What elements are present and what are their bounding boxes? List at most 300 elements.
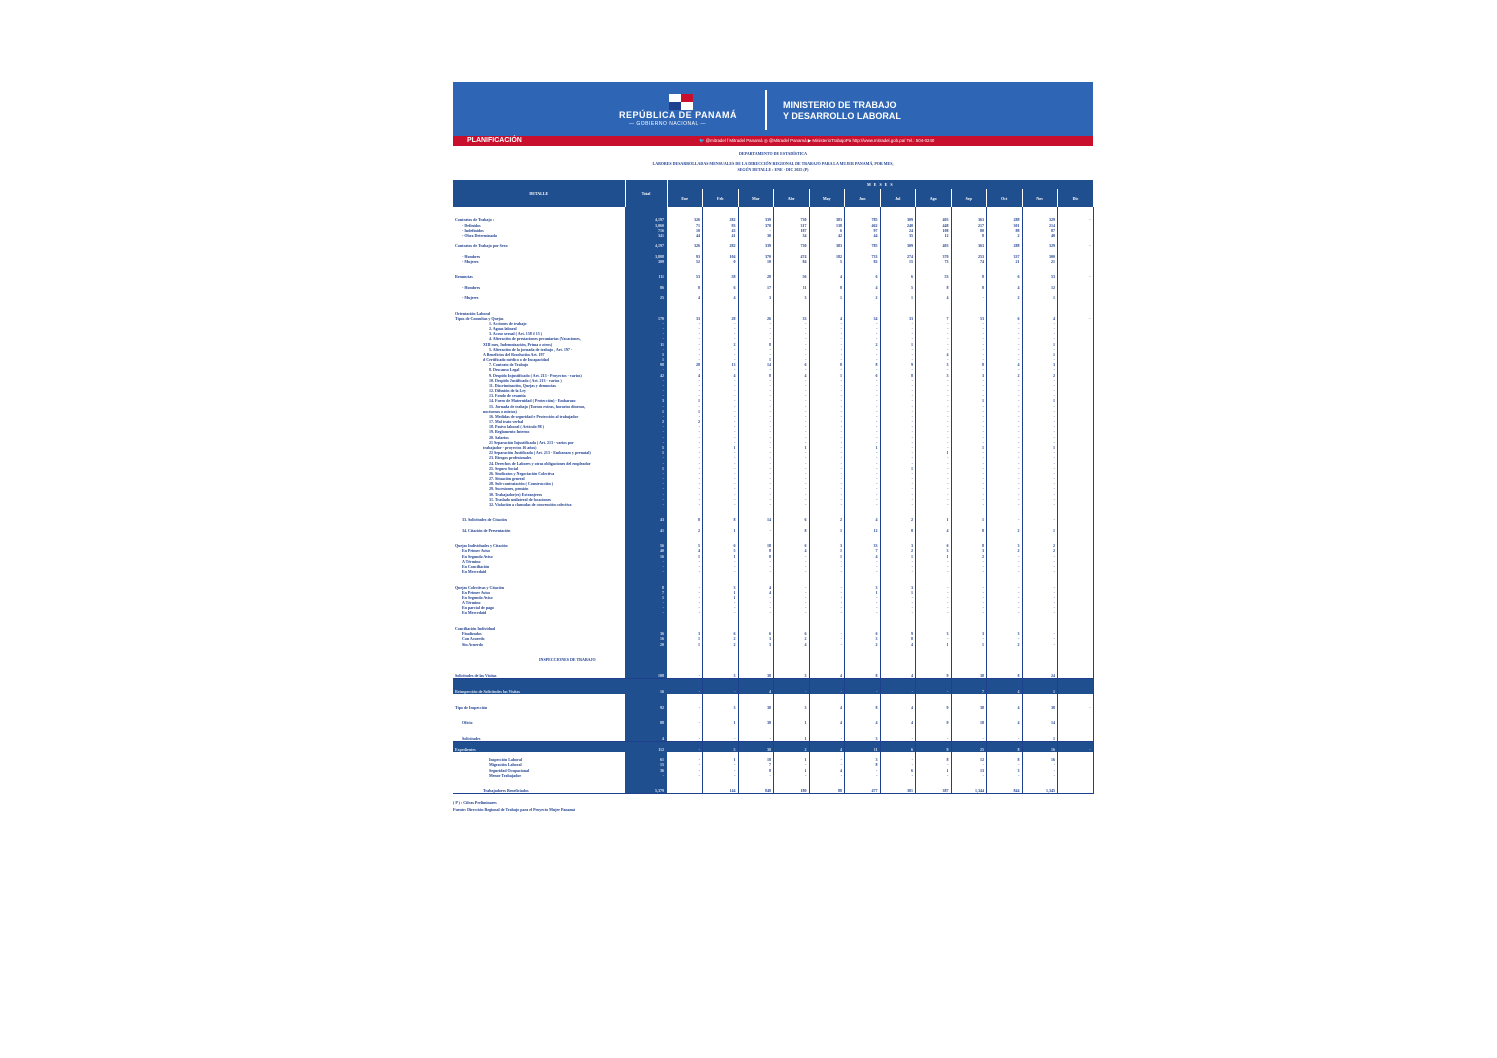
- month-cell: -: [774, 610, 810, 615]
- month-cell: -: [845, 357, 881, 362]
- month-cell: -: [667, 388, 703, 393]
- row-label: 17. Mal trato verbal: [489, 419, 524, 425]
- month-cell: -: [809, 564, 845, 569]
- row-total: 4: [625, 736, 667, 742]
- month-cell: -: [809, 762, 845, 767]
- month-cell: 462: [845, 223, 881, 228]
- month-cell: 4: [809, 274, 845, 279]
- month-cell: -: [738, 476, 774, 481]
- row-total: 3,060: [625, 223, 667, 228]
- month-cell: -: [667, 705, 703, 710]
- month-cell: 52: [667, 259, 703, 264]
- row-total: -: [625, 481, 667, 486]
- month-cell: -: [1022, 486, 1058, 491]
- month-cell: -: [845, 352, 881, 357]
- row-total: 56: [625, 543, 667, 548]
- month-cell: -: [880, 595, 916, 600]
- row-label: 31. Traslado unilateral de locaciones: [489, 496, 551, 502]
- month-cell: 848: [738, 788, 774, 794]
- month-cell: -: [703, 404, 739, 409]
- month-cell: -: [774, 554, 810, 559]
- month-cell: -: [738, 378, 774, 383]
- month-cell: 1: [1022, 689, 1058, 694]
- month-cell: -: [774, 455, 810, 460]
- month-cell: -: [916, 429, 952, 434]
- month-cell: 1: [1022, 341, 1058, 346]
- month-cell: 4: [738, 689, 774, 694]
- month-cell: -: [845, 497, 881, 502]
- month-cell: -: [987, 409, 1023, 414]
- month-cell: 309: [880, 217, 916, 222]
- month-cell: 4: [880, 720, 916, 725]
- month-cell: -: [880, 383, 916, 388]
- row-label: En Mercedaid: [462, 569, 487, 575]
- month-cell: -: [774, 585, 810, 590]
- month-cell: -: [987, 440, 1023, 445]
- month-cell: 5: [703, 747, 739, 752]
- row-label: En Mercedaid: [462, 610, 487, 616]
- month-cell: -: [987, 404, 1023, 409]
- month-cell: 8: [951, 528, 987, 533]
- month-cell: -: [845, 455, 881, 460]
- month-cell: 1: [1022, 398, 1058, 403]
- month-cell: 363: [951, 217, 987, 222]
- row-total: 40: [625, 548, 667, 553]
- month-cell: -: [738, 559, 774, 564]
- month-cell: -: [987, 435, 1023, 440]
- month-cell: -: [880, 497, 916, 502]
- month-cell: 13: [951, 768, 987, 773]
- month-cell: -: [667, 435, 703, 440]
- month-cell: 7: [738, 762, 774, 767]
- row-total: -: [625, 600, 667, 605]
- month-cell: -: [774, 326, 810, 331]
- month-cell: 339: [738, 243, 774, 248]
- month-cell: 3: [738, 295, 774, 300]
- month-cell: -: [845, 595, 881, 600]
- row-label: XIII mes, Indemnización, Prima o otros): [483, 341, 553, 347]
- month-cell: 1: [916, 641, 952, 646]
- footnotes: [453, 799, 1093, 813]
- month-cell: -: [951, 559, 987, 564]
- month-cell: 282: [703, 217, 739, 222]
- month-cell: -: [951, 414, 987, 419]
- social-links[interactable]: 🐦 @mitradel f Mitradel Panamá ◎ @Mitradel Panamá ▶ MinisterioTrabajoPa http://www.mitradel.gob.pa/ Tel.: 504-0240: [699, 138, 935, 143]
- month-cell: -: [667, 569, 703, 574]
- month-cell: 1: [809, 373, 845, 378]
- month-cell: -: [809, 641, 845, 646]
- month-cell: 38: [738, 672, 774, 678]
- month-cell: 4: [809, 316, 845, 321]
- month-cell: 1: [951, 445, 987, 450]
- row-label: 7. Contrato de Trabajo: [489, 362, 529, 368]
- month-cell: 38: [738, 720, 774, 725]
- month-cell: 71: [667, 223, 703, 228]
- month-cell: 3: [880, 543, 916, 548]
- month-cell: -: [703, 409, 739, 414]
- month-cell: -: [667, 367, 703, 372]
- row-total: -: [625, 460, 667, 465]
- month-cell: -: [916, 341, 952, 346]
- row-total: 36: [625, 631, 667, 636]
- row-total: 15: [625, 762, 667, 767]
- month-cell: 4: [845, 285, 881, 290]
- month-cell: -: [880, 486, 916, 491]
- month-cell: -: [809, 466, 845, 471]
- months-header: M E S E S: [667, 180, 1093, 189]
- month-cell: 4: [667, 295, 703, 300]
- month-cell: 3: [738, 641, 774, 646]
- month-cell: -: [916, 773, 952, 778]
- month-cell: -: [916, 600, 952, 605]
- month-cell: -: [916, 466, 952, 471]
- month-cell: 38: [738, 705, 774, 710]
- month-cell: 370: [738, 223, 774, 228]
- row-total: 61: [625, 757, 667, 762]
- month-cell: 28: [667, 362, 703, 367]
- month-cell: 1: [845, 445, 881, 450]
- month-cell: -: [738, 605, 774, 610]
- month-cell: 93: [667, 254, 703, 259]
- month-cell: 3: [845, 636, 881, 641]
- month-cell: 1: [703, 720, 739, 725]
- month-cell: -: [667, 605, 703, 610]
- month-cell: 28: [738, 274, 774, 279]
- row-total: 309: [625, 259, 667, 264]
- month-cell: 16: [1022, 757, 1058, 762]
- month-cell: -: [951, 424, 987, 429]
- row-total: 25: [625, 295, 667, 300]
- month-cell: 4: [880, 705, 916, 710]
- month-cell: -: [845, 689, 881, 694]
- month-cell: 1: [774, 768, 810, 773]
- month-cell: -: [987, 378, 1023, 383]
- row-label: - Definidos: [462, 222, 481, 228]
- month-cell: 2: [774, 747, 810, 752]
- month-cell: -: [916, 595, 952, 600]
- month-cell: -: [703, 736, 739, 742]
- month-cell: -: [880, 460, 916, 465]
- month-cell: -: [667, 720, 703, 725]
- month-cell: 14: [738, 362, 774, 367]
- month-cell: 4: [916, 295, 952, 300]
- month-cell: -: [809, 559, 845, 564]
- row-label: 8. Descanso Legal: [489, 367, 520, 373]
- month-cell: -: [774, 564, 810, 569]
- month-cell: -: [703, 383, 739, 388]
- month-cell: -: [667, 595, 703, 600]
- month-cell: -: [916, 564, 952, 569]
- month-header: Ene: [667, 189, 703, 207]
- month-cell: -: [916, 610, 952, 615]
- month-cell: -: [667, 455, 703, 460]
- month-cell: -: [845, 321, 881, 326]
- month-cell: 326: [667, 217, 703, 222]
- month-cell: 474: [774, 254, 810, 259]
- month-cell: 30: [738, 233, 774, 238]
- row-total: -: [625, 471, 667, 476]
- month-cell: -: [703, 497, 739, 502]
- month-cell: -: [880, 398, 916, 403]
- row-total: -: [625, 435, 667, 440]
- month-cell: -: [1022, 429, 1058, 434]
- month-cell: -: [987, 321, 1023, 326]
- month-cell: 8: [987, 672, 1023, 678]
- month-cell: -: [987, 419, 1023, 424]
- month-cell: -: [738, 367, 774, 372]
- row-total: 11: [625, 341, 667, 346]
- row-total: 20: [625, 641, 667, 646]
- month-cell: 17: [738, 285, 774, 290]
- month-cell: 3: [951, 373, 987, 378]
- month-cell: -: [703, 466, 739, 471]
- row-label: Quejas Individuales y Citación: [455, 543, 508, 549]
- month-cell: -: [774, 352, 810, 357]
- month-cell: -: [774, 471, 810, 476]
- month-cell: -: [1022, 383, 1058, 388]
- month-cell: -: [738, 404, 774, 409]
- month-cell: 0: [703, 259, 739, 264]
- month-cell: 4: [809, 768, 845, 773]
- month-cell: -: [1022, 435, 1058, 440]
- row-label: A Beneficios del Resolución Art. 197: [483, 351, 545, 357]
- month-cell: -: [738, 429, 774, 434]
- ministry-line-2: Y DESARROLLO LABORAL: [783, 111, 901, 121]
- month-cell: -: [738, 414, 774, 419]
- month-cell: -: [951, 773, 987, 778]
- month-cell: -: [1022, 636, 1058, 641]
- month-cell: -: [951, 476, 987, 481]
- row-label: 25. Seguro Social: [489, 465, 519, 471]
- row-total: -: [625, 605, 667, 610]
- row-label: 23. Riesgos profesionales: [489, 455, 532, 461]
- row-label: 28. Sub-contratación ( Construcción ): [489, 481, 554, 487]
- month-cell: 34: [774, 233, 810, 238]
- month-cell: -: [667, 736, 703, 742]
- month-cell: -: [987, 367, 1023, 372]
- row-total: -: [625, 559, 667, 564]
- month-cell: -: [667, 747, 703, 752]
- month-cell: -: [1022, 590, 1058, 595]
- month-cell: 138: [809, 223, 845, 228]
- month-cell: -: [774, 393, 810, 398]
- month-cell: -: [809, 736, 845, 742]
- month-cell: -: [880, 378, 916, 383]
- month-cell: -: [916, 497, 952, 502]
- month-cell: -: [667, 331, 703, 336]
- month-cell: -: [667, 357, 703, 362]
- month-cell: -: [738, 228, 774, 233]
- month-cell: -: [809, 585, 845, 590]
- month-cell: -: [703, 768, 739, 773]
- month-cell: -: [880, 388, 916, 393]
- month-cell: 785: [845, 243, 881, 248]
- month-cell: 337: [987, 254, 1023, 259]
- month-cell: -: [738, 491, 774, 496]
- month-cell: -: [667, 762, 703, 767]
- row-label: Sin Acuerdo: [462, 641, 484, 647]
- month-cell: -: [703, 773, 739, 778]
- month-cell: -: [916, 605, 952, 610]
- month-cell: 1: [880, 466, 916, 471]
- month-cell: -: [987, 460, 1023, 465]
- month-cell: 8: [880, 528, 916, 533]
- month-cell: -: [880, 455, 916, 460]
- row-total: 716: [625, 228, 667, 233]
- month-cell: 6: [809, 228, 845, 233]
- month-cell: -: [703, 398, 739, 403]
- month-cell: -: [738, 321, 774, 326]
- month-cell: 387: [916, 788, 952, 794]
- month-cell: 1: [667, 641, 703, 646]
- row-total: 8: [625, 585, 667, 590]
- month-cell: 403: [916, 217, 952, 222]
- month-cell: 8: [809, 285, 845, 290]
- month-cell: -: [703, 486, 739, 491]
- month-cell: -: [880, 435, 916, 440]
- month-cell: -: [667, 773, 703, 778]
- month-cell: 1: [809, 548, 845, 553]
- row-total: 4,197: [625, 243, 667, 248]
- month-cell: 274: [880, 254, 916, 259]
- month-cell: 1: [880, 590, 916, 595]
- month-cell: -: [703, 326, 739, 331]
- month-cell: 24: [880, 228, 916, 233]
- month-cell: 2: [951, 554, 987, 559]
- month-cell: -: [987, 600, 1023, 605]
- month-cell: -: [703, 689, 739, 694]
- month-cell: -: [774, 590, 810, 595]
- month-cell: -: [845, 600, 881, 605]
- row-total: 1: [625, 595, 667, 600]
- month-cell: 3: [951, 631, 987, 636]
- month-cell: 12: [951, 757, 987, 762]
- month-cell: -: [809, 378, 845, 383]
- month-cell: 3: [774, 705, 810, 710]
- month-cell: 8: [703, 517, 739, 522]
- month-cell: 6: [880, 768, 916, 773]
- month-cell: -: [987, 564, 1023, 569]
- month-header: Jun: [845, 189, 881, 207]
- month-cell: -: [774, 429, 810, 434]
- row-label: - Mujeres: [462, 295, 479, 300]
- month-cell: -: [1022, 336, 1058, 341]
- month-cell: -: [916, 455, 952, 460]
- month-cell: 3: [667, 631, 703, 636]
- month-cell: -: [774, 440, 810, 445]
- month-cell: -: [845, 393, 881, 398]
- month-cell: -: [667, 471, 703, 476]
- row-total: 7: [625, 590, 667, 595]
- month-cell: -: [987, 383, 1023, 388]
- month-cell: -: [916, 590, 952, 595]
- month-cell: 18: [738, 543, 774, 548]
- month-cell: -: [738, 352, 774, 357]
- row-total: -: [625, 367, 667, 372]
- row-total: -: [625, 476, 667, 481]
- month-cell: -: [809, 341, 845, 346]
- row-total: -: [625, 486, 667, 491]
- month-cell: -: [1022, 388, 1058, 393]
- month-cell: -: [809, 569, 845, 574]
- month-cell: -: [809, 497, 845, 502]
- month-cell: 73: [916, 259, 952, 264]
- month-cell: -: [703, 762, 739, 767]
- month-cell: -: [845, 414, 881, 419]
- month-cell: -: [987, 481, 1023, 486]
- month-cell: -: [703, 569, 739, 574]
- month-cell: -: [951, 383, 987, 388]
- month-cell: 180: [774, 788, 810, 794]
- month-cell: -: [809, 460, 845, 465]
- month-cell: 6: [774, 543, 810, 548]
- month-cell: 87: [1022, 228, 1058, 233]
- month-cell: 8: [951, 274, 987, 279]
- month-cell: 3: [916, 373, 952, 378]
- month-cell: -: [987, 455, 1023, 460]
- month-cell: -: [774, 341, 810, 346]
- month-cell: -: [916, 419, 952, 424]
- month-cell: -: [880, 773, 916, 778]
- month-cell: -: [703, 440, 739, 445]
- row-label: 1. Acciones de trabajo: [489, 320, 527, 326]
- month-cell: -: [703, 414, 739, 419]
- month-cell: -: [845, 383, 881, 388]
- republic-label: REPÚBLICA DE PANAMÁ: [619, 110, 738, 120]
- month-cell: -: [951, 564, 987, 569]
- month-cell: -: [738, 388, 774, 393]
- month-cell: -: [880, 757, 916, 762]
- row-label: 24. Derechos de Labores y otras obligaciones del empleador: [489, 460, 591, 466]
- month-cell: -: [880, 352, 916, 357]
- row-total: 1: [625, 357, 667, 362]
- month-header: May: [809, 189, 845, 207]
- month-cell: 2: [880, 517, 916, 522]
- month-cell: 10: [738, 259, 774, 264]
- row-total: -: [625, 429, 667, 434]
- month-cell: -: [951, 450, 987, 455]
- month-cell: -: [738, 564, 774, 569]
- row-total: 42: [625, 373, 667, 378]
- month-cell: -: [774, 321, 810, 326]
- month-cell: -: [809, 445, 845, 450]
- month-cell: 7: [845, 548, 881, 553]
- month-cell: -: [845, 466, 881, 471]
- month-cell: -: [845, 460, 881, 465]
- month-cell: -: [845, 419, 881, 424]
- month-cell: -: [809, 321, 845, 326]
- month-cell: -: [703, 455, 739, 460]
- month-cell: -: [880, 440, 916, 445]
- month-cell: 6: [774, 631, 810, 636]
- month-cell: -: [667, 491, 703, 496]
- month-cell: -: [987, 610, 1023, 615]
- month-cell: -: [703, 460, 739, 465]
- month-cell: 42: [809, 233, 845, 238]
- month-cell: 6: [880, 747, 916, 752]
- month-cell: -: [667, 460, 703, 465]
- row-label: A Término: [462, 558, 481, 564]
- month-cell: -: [951, 357, 987, 362]
- month-cell: -: [987, 331, 1023, 336]
- month-cell: -: [1022, 347, 1058, 352]
- month-cell: 403: [916, 243, 952, 248]
- month-cell: 1: [703, 757, 739, 762]
- row-label: Contratos de Trabajo por Sexo: [455, 243, 508, 249]
- month-cell: -: [845, 502, 881, 507]
- department-title: DEPARTAMENTO DE ESTADÍSTICA: [738, 151, 808, 156]
- month-cell: -: [774, 497, 810, 502]
